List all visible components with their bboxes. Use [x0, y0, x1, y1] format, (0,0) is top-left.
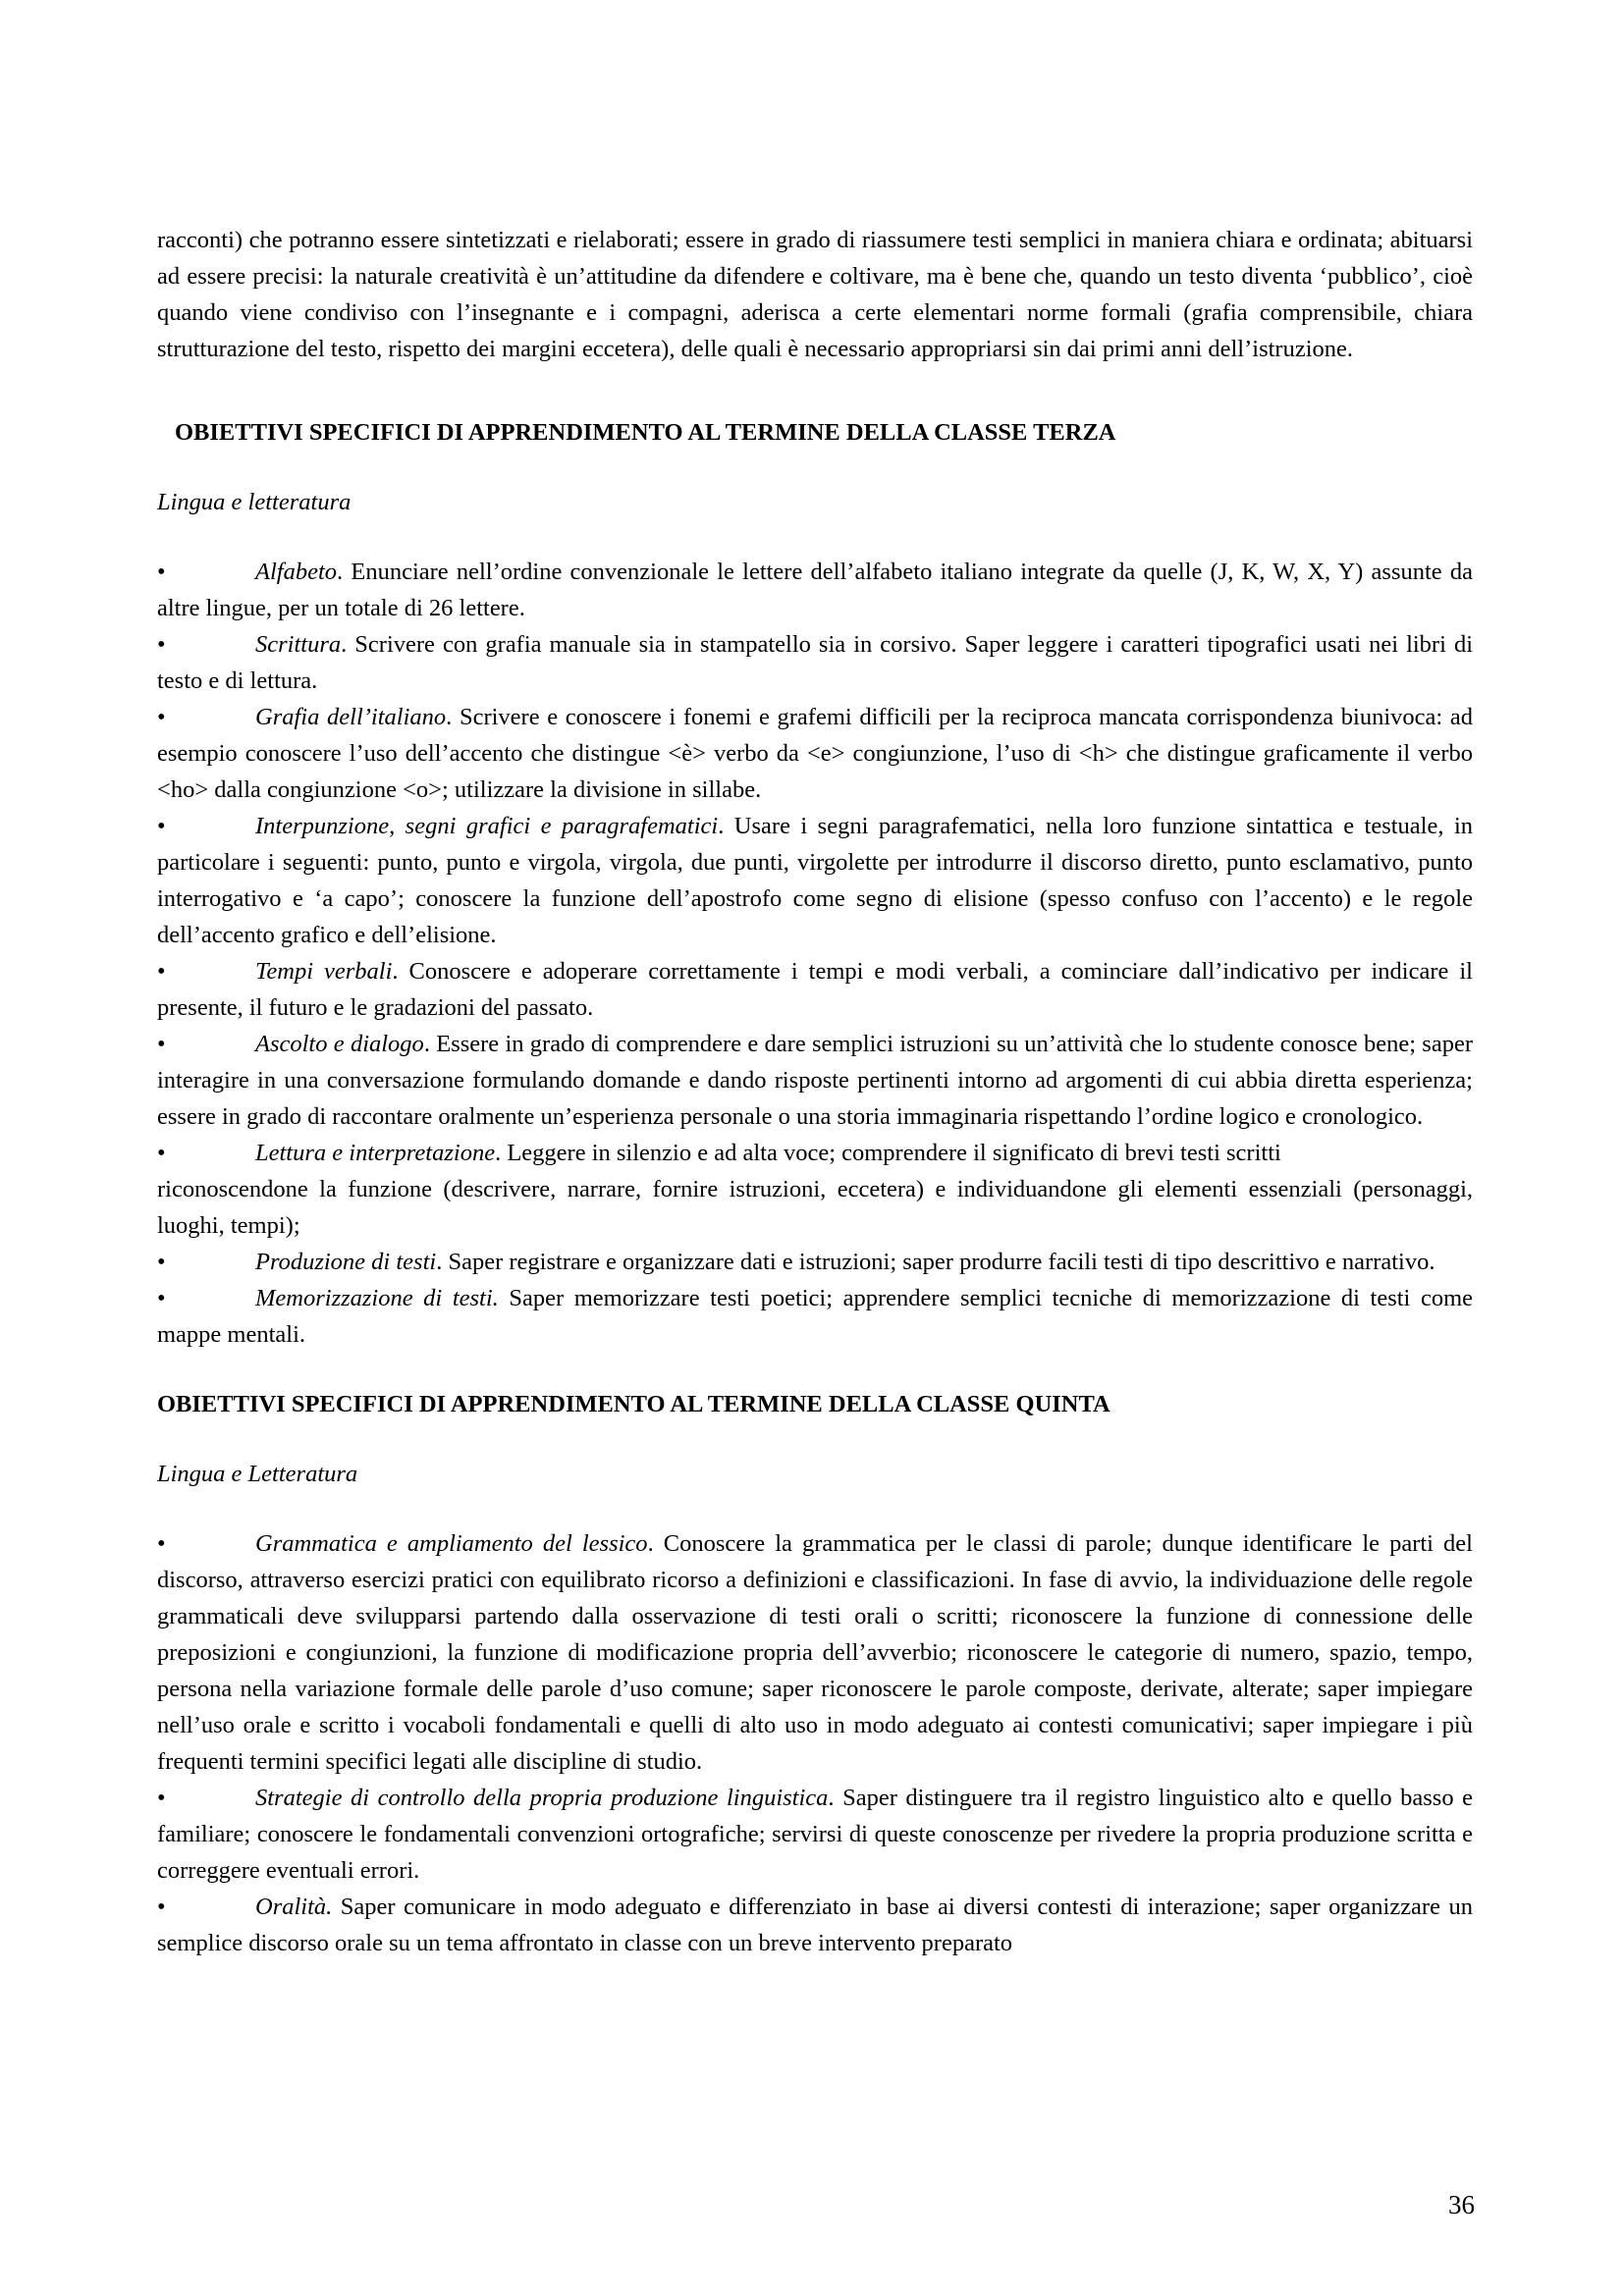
item-term: Interpunzione, segni grafici e paragrafematici	[255, 813, 719, 839]
list-terza	[157, 554, 1473, 1353]
bullet: •	[157, 1285, 166, 1311]
item-term: Tempi verbali	[255, 958, 393, 985]
section-title-terza: OBIETTIVI SPECIFICI DI APPRENDIMENTO AL TERMINE DELLA CLASSE TERZA	[175, 419, 1116, 446]
item-term: Lettura e interpretazione	[255, 1140, 496, 1166]
item-text: . Saper distinguere tra il registro linguistico alto e quello basso e familiare; conoscere le fondamentali convenzioni ortografiche; servirsi di queste conoscenze per rivedere la propria produzione scritta e correggere eventuali errori.	[157, 1785, 1473, 1884]
list-item	[157, 953, 1473, 1026]
item-term: Memorizzazione di testi.	[255, 1285, 499, 1311]
bullet: •	[157, 1530, 166, 1557]
list-item	[157, 1780, 1473, 1889]
document-page	[157, 222, 1473, 1961]
subtitle-quinta: Lingua e Letteratura	[157, 1461, 358, 1487]
page-number: 36	[1448, 2190, 1475, 2219]
item-text: . Conoscere la grammatica per le classi di parole; dunque identificare le parti del discorso, attraverso esercizi pratici con equilibrato ricorso a definizioni e classificazioni. In fase di avvio, la individuazione delle regole grammaticali deve svilupparsi partendo dalla osservazione di testi orali o scritti; riconoscere la funzione di connessione delle preposizioni e congiunzioni, la funzione di modificazione propria dell’avverbio; riconoscere le categorie di numero, spazio, tempo, persona nella variazione formale delle parole d’uso comune; saper riconoscere le parole composte, derivate, alterate; saper impiegare nell’uso orale e scritto i vocaboli fondamentali e quelli di alto uso in modo adeguato ai contesti comunicativi; saper impiegare i più frequenti termini specifici legati alle discipline di studio.	[157, 1530, 1473, 1775]
item-term: Produzione di testi	[255, 1249, 437, 1275]
item-term: Strategie di controllo della propria produzione linguistica	[255, 1785, 829, 1811]
item-text: . Usare i segni paragrafematici, nella loro funzione sintattica e testuale, in particolare i seguenti: punto, punto e virgola, virgola, due punti, virgolette per introdurre il discorso diretto, punto esclamativo, punto interrogativo e ‘a capo’; conoscere la funzione dell’apostrofo come segno di elisione (spesso confuso con l’accento) e le regole dell’accento grafico e dell’elisione.	[157, 813, 1473, 948]
bullet: •	[157, 1785, 166, 1811]
item-text: . Scrivere con grafia manuale sia in stampatello sia in corsivo. Saper leggere i caratteri tipografici usati nei libri di testo e di lettura.	[157, 631, 1473, 694]
list-item	[157, 1525, 1473, 1780]
list-quinta	[157, 1525, 1473, 1961]
section-title-quinta: OBIETTIVI SPECIFICI DI APPRENDIMENTO AL TERMINE DELLA CLASSE QUINTA	[157, 1391, 1110, 1417]
item-text: . Conoscere e adoperare correttamente i tempi e modi verbali, a cominciare dall’indicativo per indicare il presente, il futuro e le gradazioni del passato.	[157, 958, 1473, 1021]
bullet: •	[157, 704, 166, 730]
list-item	[157, 554, 1473, 626]
item-term: Grammatica e ampliamento del lessico	[255, 1530, 648, 1557]
list-item	[157, 1889, 1473, 1961]
list-item-continuation: riconoscendone la funzione (descrivere, narrare, fornire istruzioni, eccetera) e individuandone gli elementi essenziali (personaggi, luoghi, tempi);	[157, 1176, 1473, 1239]
bullet: •	[157, 1249, 166, 1275]
item-term: Scrittura	[255, 631, 342, 658]
list-item	[157, 626, 1473, 699]
list-item	[157, 1280, 1473, 1353]
item-term: Alfabeto	[255, 559, 338, 585]
item-text: . Essere in grado di comprendere e dare semplici istruzioni su un’attività che lo studente conosce bene; saper interagire in una conversazione formulando domande e dando risposte pertinenti intorno ad argomenti di cui abbia diretta esperienza; essere in grado di raccontare oralmente un’esperienza personale o una storia immaginaria rispettando l’ordine logico e cronologico.	[157, 1031, 1473, 1130]
list-item	[157, 1244, 1473, 1280]
item-text: Saper memorizzare testi poetici; apprendere semplici tecniche di memorizzazione di testi come mappe mentali.	[157, 1285, 1473, 1348]
bullet: •	[157, 1140, 166, 1166]
item-term: Ascolto e dialogo	[255, 1031, 424, 1057]
item-text: . Saper registrare e organizzare dati e istruzioni; saper produrre facili testi di tipo descrittivo e narrativo.	[436, 1249, 1435, 1275]
list-item	[157, 808, 1473, 953]
subtitle-terza: Lingua e letteratura	[157, 489, 352, 515]
bullet: •	[157, 631, 166, 658]
list-item	[157, 1026, 1473, 1135]
list-item	[157, 699, 1473, 808]
item-text: . Leggere in silenzio e ad alta voce; comprendere il significato di brevi testi scritti	[495, 1140, 1281, 1166]
item-text: Saper comunicare in modo adeguato e differenziato in base ai diversi contesti di interazione; saper organizzare un semplice discorso orale su un tema affrontato in classe con un breve intervento preparato	[157, 1894, 1473, 1956]
list-item	[157, 1135, 1473, 1171]
item-text: . Scrivere e conoscere i fonemi e grafemi difficili per la reciproca mancata corrispondenza biunivoca: ad esempio conoscere l’uso dell’accento che distingue <è> verbo da <e> congiunzione, l’uso di <h> che distingue graficamente il verbo <ho> dalla congiunzione <o>; utilizzare la divisione in sillabe.	[157, 704, 1473, 803]
item-term: Oralità.	[255, 1894, 333, 1920]
bullet: •	[157, 559, 166, 585]
bullet: •	[157, 813, 166, 839]
item-term: Grafia dell’italiano	[255, 704, 447, 730]
bullet: •	[157, 958, 166, 985]
item-text: . Enunciare nell’ordine convenzionale le lettere dell’alfabeto italiano integrate da quelle (J, K, W, X, Y) assunte da altre lingue, per un totale di 26 lettere.	[157, 559, 1473, 621]
bullet: •	[157, 1894, 166, 1920]
bullet: •	[157, 1031, 166, 1057]
intro-paragraph: racconti) che potranno essere sintetizzati e rielaborati; essere in grado di riassumere testi semplici in maniera chiara e ordinata; abituarsi ad essere precisi: la naturale creatività è un’attitudine da difendere e coltivare, ma è bene che, quando un testo diventa ‘pubblico’, cioè quando viene condiviso con l’insegnante e i compagni, aderisca a certe elementari norme formali (grafia comprensibile, chiara strutturazione del testo, rispetto dei margini eccetera), delle quali è necessario appropriarsi sin dai primi anni dell’istruzione.	[157, 227, 1473, 362]
